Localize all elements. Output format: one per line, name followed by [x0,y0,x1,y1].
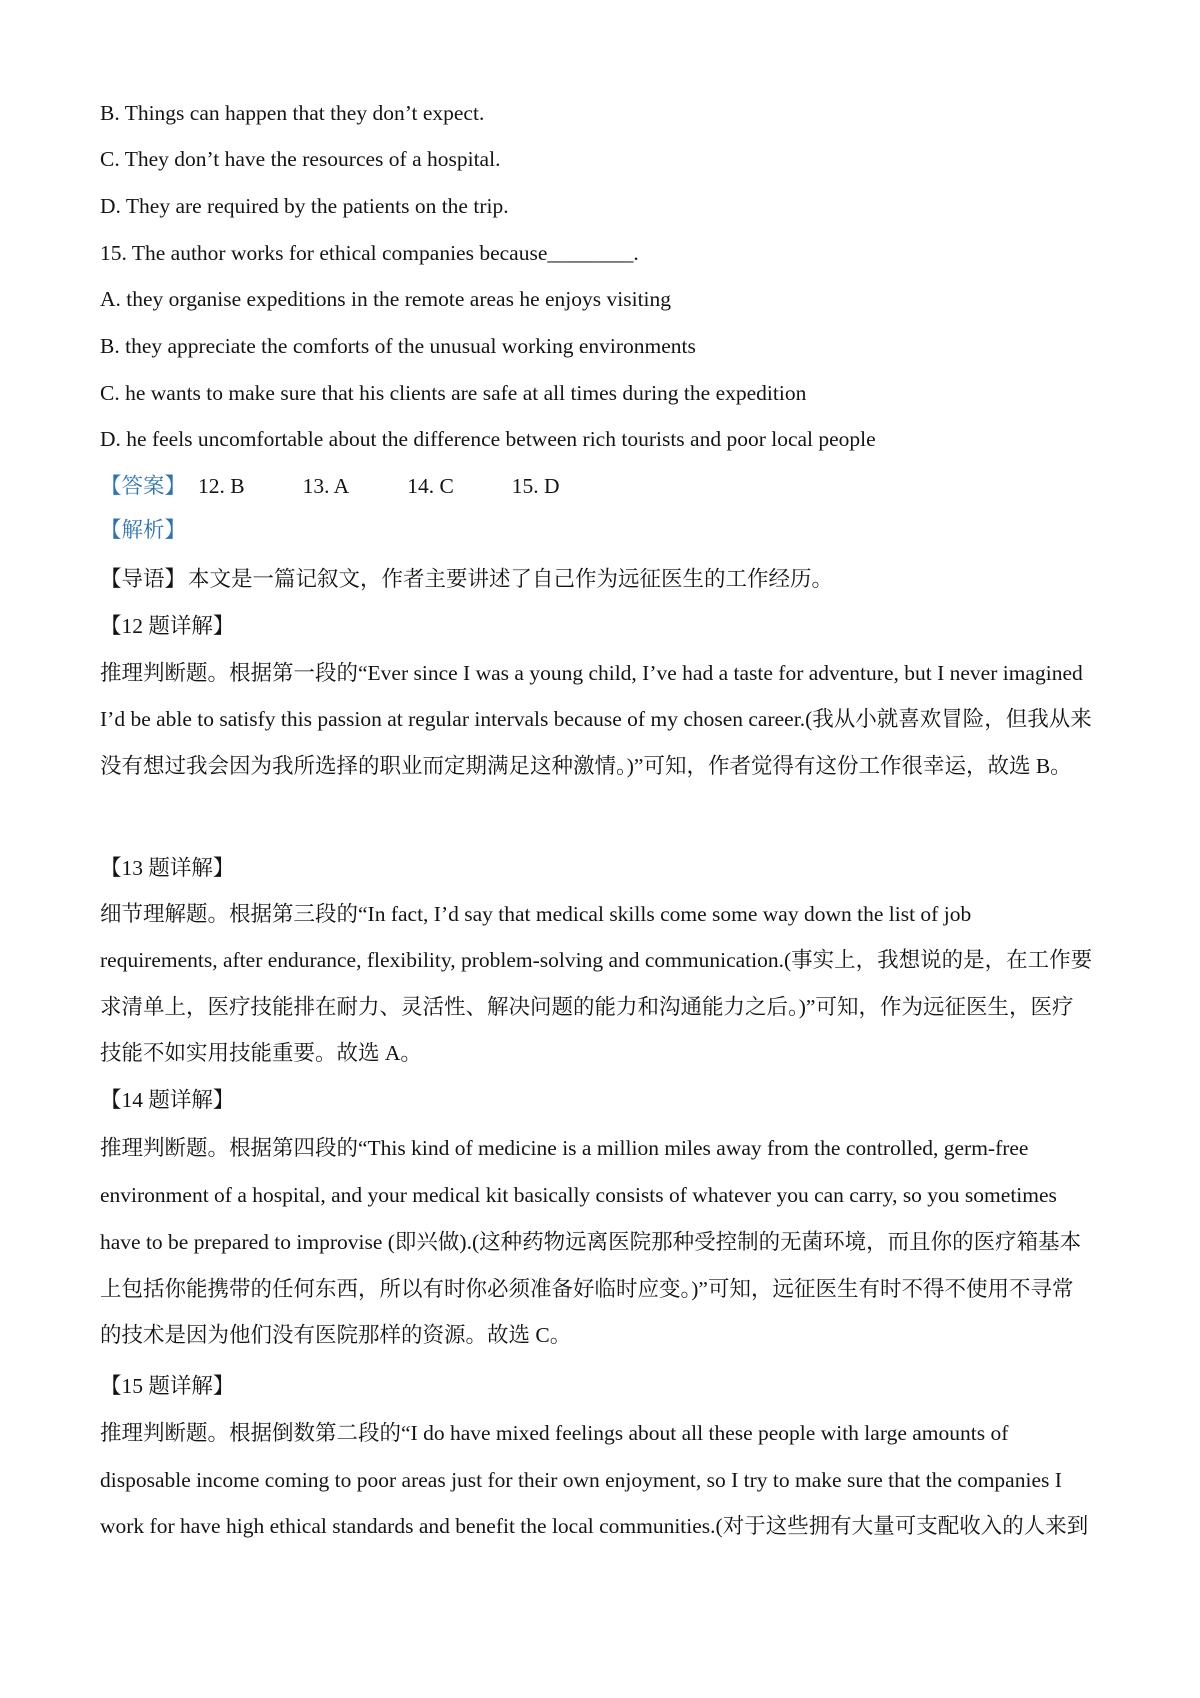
detail-15-line-3: work for have high ethical standards and benefit the local communities.(对于这些拥有大量可支配收入的人来到 [100,1514,1089,1538]
q14-option-b: B. Things can happen that they don’t expect. [100,101,485,125]
q15-option-c: C. he wants to make sure that his clients are safe at all times during the expedition [100,381,807,405]
detail-15-heading: 【15 题详解】 [100,1374,235,1398]
intro-text: 本文是一篇记叙文，作者主要讲述了自己作为远征医生的工作经历。 [188,567,834,591]
answers-line [100,463,560,509]
document-content [100,0,1104,1698]
detail-12-heading: 【12 题详解】 [100,614,235,638]
detail-14-line-1: 推理判断题。根据第四段的“This kind of medicine is a million miles away from the controlled, germ-free [100,1136,1029,1160]
q15-option-d: D. he feels uncomfortable about the difference between rich tourists and poor local people [100,427,876,451]
answer-q13: 13. A [302,474,350,498]
answers-label: 【答案】 [100,474,187,498]
detail-14-line-3: have to be prepared to improvise (即兴做).(这种药物远离医院那种受控制的无菌环境，而且你的医疗箱基本 [100,1230,1082,1254]
detail-12-line-2: I’d be able to satisfy this passion at regular intervals because of my chosen career.(我从小就喜欢冒险，但我从来 [100,707,1092,731]
q14-option-d: D. They are required by the patients on the trip. [100,194,509,218]
answer-q14: 14. C [407,474,454,498]
q15-option-b: B. they appreciate the comforts of the unusual working environments [100,334,696,358]
q15-stem: 15. The author works for ethical companies because________. [100,241,639,265]
detail-14-line-4: 上包括你能携带的任何东西，所以有时你必须准备好临时应变。)”可知，远征医生有时不得不使用不寻常 [100,1277,1074,1301]
detail-12-line-1: 推理判断题。根据第一段的“Ever since I was a young child, I’ve had a taste for adventure, but I never imagined [100,661,1083,685]
analysis-section-label: 【解析】 [100,518,187,542]
detail-12-line-3: 没有想过我会因为我所选择的职业而定期满足这种激情。)”可知，作者觉得有这份工作很幸运，故选 B。 [100,754,1072,778]
answer-q12: 12. B [198,474,245,498]
detail-14-line-2: environment of a hospital, and your medical kit basically consists of whatever you can carry, so you sometimes [100,1183,1057,1207]
detail-14-heading: 【14 题详解】 [100,1088,235,1112]
detail-13-line-1: 细节理解题。根据第三段的“In fact, I’d say that medical skills come some way down the list of job [100,902,972,926]
intro-line [100,556,833,602]
detail-15-line-2: disposable income coming to poor areas just for their own enjoyment, so I try to make sure that the companies I [100,1468,1062,1492]
detail-13-line-2: requirements, after endurance, flexibility, problem-solving and communication.(事实上，我想说的是，在工作要 [100,948,1093,972]
q15-option-a: A. they organise expeditions in the remote areas he enjoys visiting [100,287,672,311]
detail-13-heading: 【13 题详解】 [100,856,235,880]
intro-label: 【导语】 [100,567,187,591]
detail-13-line-4: 技能不如实用技能重要。故选 A。 [100,1041,422,1065]
detail-15-line-1: 推理判断题。根据倒数第二段的“I do have mixed feelings about all these people with large amounts of [100,1421,1009,1445]
detail-13-line-3: 求清单上，医疗技能排在耐力、灵活性、解决问题的能力和沟通能力之后。)”可知，作为远征医生，医疗 [100,995,1074,1019]
q14-option-c: C. They don’t have the resources of a hospital. [100,147,501,171]
detail-14-line-5: 的技术是因为他们没有医院那样的资源。故选 C。 [100,1323,572,1347]
answer-q15: 15. D [511,474,560,498]
